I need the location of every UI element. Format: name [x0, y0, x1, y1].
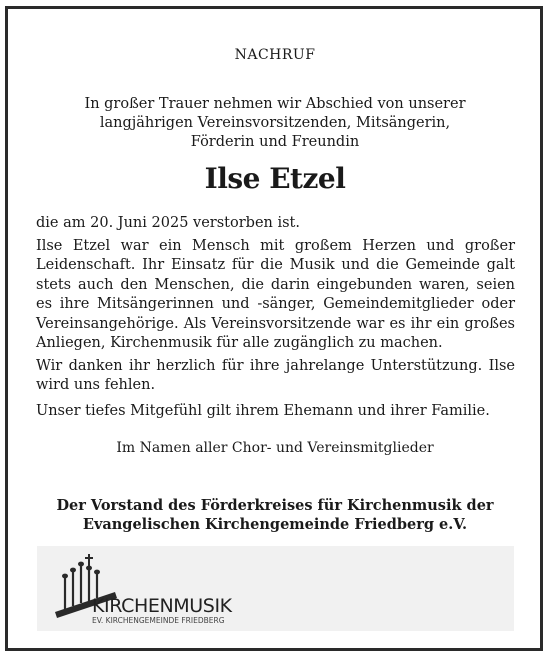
logo-title: KIRCHENMUSIK [92, 595, 232, 617]
signature-line: Evangelischen Kirchengemeinde Friedberg e.V. [82, 516, 468, 533]
body-paragraph: Ilse Etzel war ein Mensch mit großem Herzen und großer Leidenschaft. Ihr Einsatz für die Musik und die Gemeinde galt stets auch den Menschen, die darin eingebunden waren, seien es ihre Mitsängerinnen und -sänger, Gemeindemitglieder oder Vereinsangehörige. Als Vereinsvorsitzende war es ihr ein großes Anliegen, Kirchenmusik für alle zugänglich zu machen. [36, 237, 515, 351]
notice-body [36, 214, 515, 424]
closing-line: Im Namen aller Chor- und Vereinsmitglieder [116, 440, 434, 456]
deceased-name: Ilse Etzel [204, 162, 346, 195]
logo-panel [37, 546, 514, 631]
signature-block [30, 496, 520, 534]
notice-heading: NACHRUF [234, 47, 316, 63]
intro-line: langjährigen Vereinsvorsitzenden, Mitsängerin, [99, 115, 451, 131]
intro-line: Förderin und Freundin [190, 134, 360, 150]
body-paragraph: Unser tiefes Mitgefühl gilt ihrem Ehemann und ihrer Familie. [36, 402, 490, 419]
logo-subtitle: EV. KIRCHENGEMEINDE FRIEDBERG [92, 616, 225, 625]
intro-line: In großer Trauer nehmen wir Abschied von unserer [84, 96, 466, 112]
body-paragraph: die am 20. Juni 2025 verstorben ist. [36, 215, 300, 231]
signature-line: Der Vorstand des Förderkreises für Kirchenmusik der [56, 497, 494, 514]
notice-intro [40, 95, 510, 152]
body-paragraph: Wir danken ihr herzlich für ihre jahrelange Unterstützung. Ilse wird uns fehlen. [36, 357, 515, 393]
